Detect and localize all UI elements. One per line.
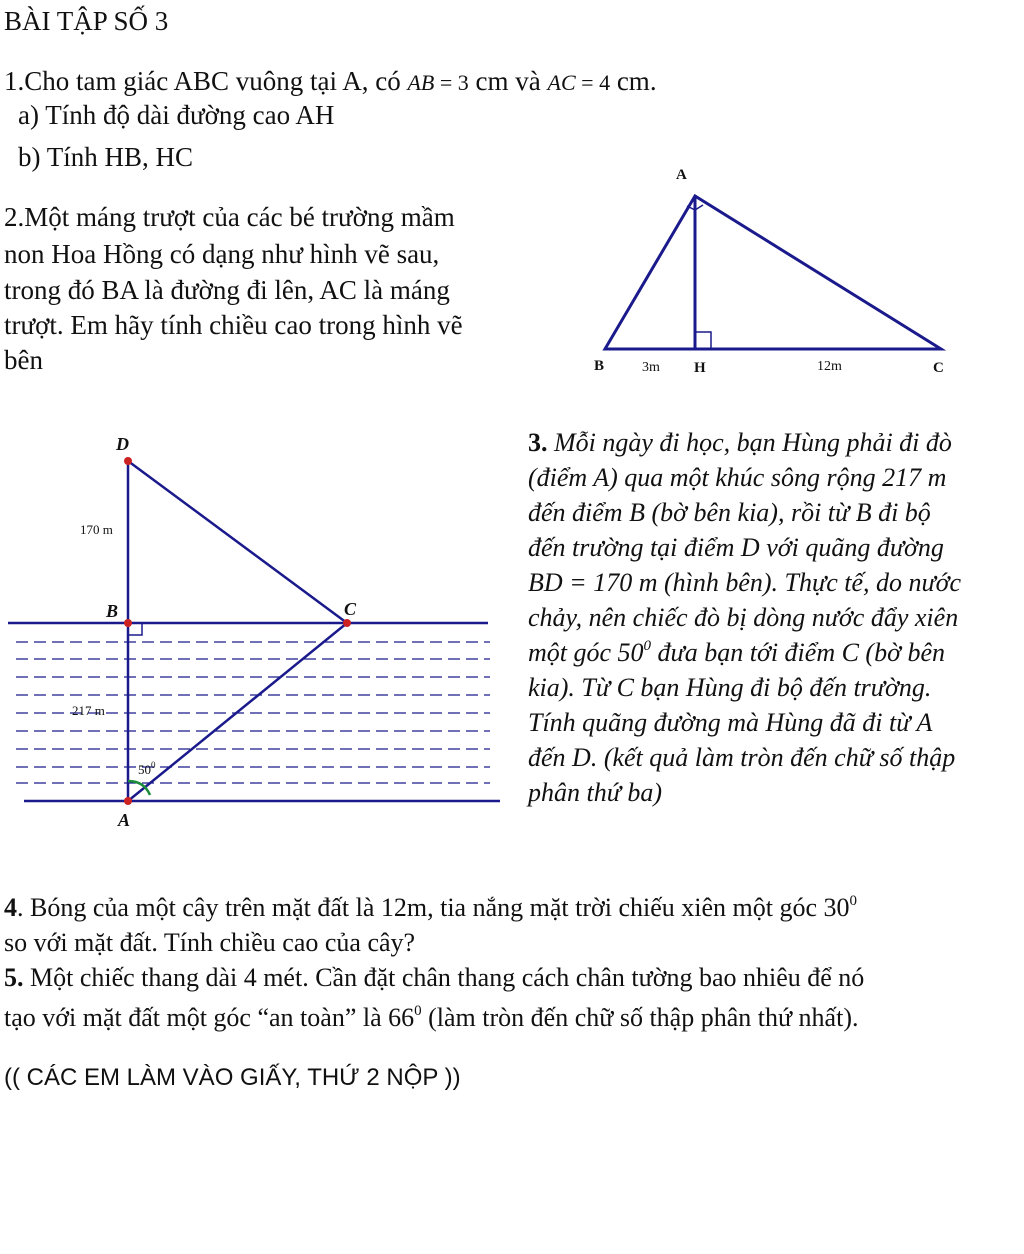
label-b: B: [106, 601, 119, 621]
points: [124, 457, 351, 805]
segment-dc: [128, 461, 347, 623]
page-title: BÀI TẬP SỐ 3: [4, 6, 169, 36]
ac-unit: cm.: [610, 66, 657, 96]
length-bh: 3m: [642, 360, 660, 375]
problem4-text: . Bóng của một cây trên mặt đất là 12m, tia nắng mặt trời chiếu xiên một góc 30: [17, 893, 850, 922]
ac-name: AC: [547, 70, 576, 95]
problem3-number: 3.: [528, 428, 548, 457]
label-b: B: [594, 358, 605, 374]
point-a: [124, 797, 132, 805]
problem3-line-1: [528, 425, 961, 460]
problem3-line-4: đến trường tại điểm D với quãng đường: [528, 533, 944, 562]
problem4-line-1: [4, 891, 857, 925]
problem2-line-1: 2.Một máng trượt của các bé trường mầm: [4, 202, 455, 232]
length-bd: 170 m: [80, 522, 113, 537]
problem2-line-4: trượt. Em hãy tính chiều cao trong hình vẽ: [4, 310, 463, 340]
problem3-line-8: kia). Từ C bạn Hùng đi bộ đến trường.: [528, 673, 932, 702]
problem3-degree: 0: [643, 638, 652, 654]
problem1-part-b: b) Tính HB, HC: [18, 142, 194, 172]
segment-ac: [128, 623, 347, 801]
problem4-number: 4: [4, 893, 17, 922]
problem3-river-figure: [0, 425, 515, 845]
problem2-triangle-figure: [585, 160, 965, 385]
problem5-text: Một chiếc thang dài 4 mét. Cần đặt chân thang cách chân tường bao nhiêu để nó: [23, 963, 865, 992]
problem5-line-2: [4, 1001, 858, 1035]
point-c: [343, 619, 351, 627]
ab-unit: cm và: [468, 66, 548, 96]
problem3-line-10: đến D. (kết quả làm tròn đến chữ số thập: [528, 743, 956, 772]
problem1-intro-prefix: 1.Cho tam giác ABC vuông tại A, có: [4, 66, 408, 96]
problem2-line-5: bên: [4, 345, 43, 375]
label-c: C: [933, 360, 944, 376]
problem5-number: 5.: [4, 963, 24, 992]
angle-degree: 0: [151, 760, 156, 770]
problem3-line-7-text: một góc 50: [528, 638, 644, 667]
problem3-line-9: Tính quãng đường mà Hùng đã đi từ A: [528, 708, 933, 737]
problem1-intro: [4, 64, 657, 100]
right-angle-mark-h: [695, 332, 711, 349]
problem3-line-11: phân thứ ba): [528, 778, 663, 807]
label-a: A: [676, 167, 687, 183]
problem4-degree: 0: [849, 893, 858, 909]
label-c: C: [344, 599, 357, 619]
problem5-degree: 0: [414, 1003, 422, 1019]
footer-note: (( CÁC EM LÀM VÀO GIẤY, THỨ 2 NỘP )): [4, 1064, 461, 1091]
problem3-line-6: chảy, nên chiếc đò bị dòng nước đẩy xiên: [528, 603, 959, 632]
label-d: D: [116, 434, 129, 454]
point-b: [124, 619, 132, 627]
problem3-line-7: [528, 635, 961, 670]
figure-segments: [128, 461, 347, 801]
problem3-line-1-text: Mỗi ngày đi học, bạn Hùng phải đi đò: [547, 428, 952, 457]
problem3-line-3: đến điểm B (bờ bên kia), rồi từ B đi bộ: [528, 498, 931, 527]
problem1-part-a: a) Tính độ dài đường cao AH: [18, 100, 335, 130]
ac-value: = 4: [575, 70, 611, 95]
label-a: A: [118, 810, 131, 830]
problem5-line-1: [4, 961, 864, 995]
problem3-line-5: BD = 170 m (hình bên). Thực tế, do nước: [528, 568, 962, 597]
triangle-abc: [605, 196, 941, 349]
problem3-line-7-rest: đưa bạn tới điểm C (bờ bên: [651, 638, 946, 667]
angle-value: 50: [138, 762, 151, 777]
ab-value: = 3: [434, 70, 469, 95]
label-h: H: [694, 360, 706, 376]
problem3-line-2: (điểm A) qua một khúc sông rộng 217 m: [528, 463, 947, 492]
problem4-line-2: so với mặt đất. Tính chiều cao của cây?: [4, 928, 416, 957]
angle-label: [138, 760, 156, 777]
problem2-line-2: non Hoa Hồng có dạng như hình vẽ sau,: [4, 239, 440, 269]
right-angle-marks: [687, 205, 711, 349]
problem5-text2b: (làm tròn đến chữ số thập phân thứ nhất).: [421, 1003, 859, 1032]
problem5-text2a: tạo với mặt đất một góc “an toàn” là 66: [4, 1003, 415, 1032]
ab-name: AB: [407, 70, 435, 95]
point-d: [124, 457, 132, 465]
length-hc: 12m: [817, 359, 842, 374]
problem2-line-3: trong đó BA là đường đi lên, AC là máng: [4, 275, 450, 305]
problem3-text: [528, 425, 961, 810]
length-river: 217 m: [72, 703, 105, 718]
triangle-outline: [605, 196, 941, 349]
